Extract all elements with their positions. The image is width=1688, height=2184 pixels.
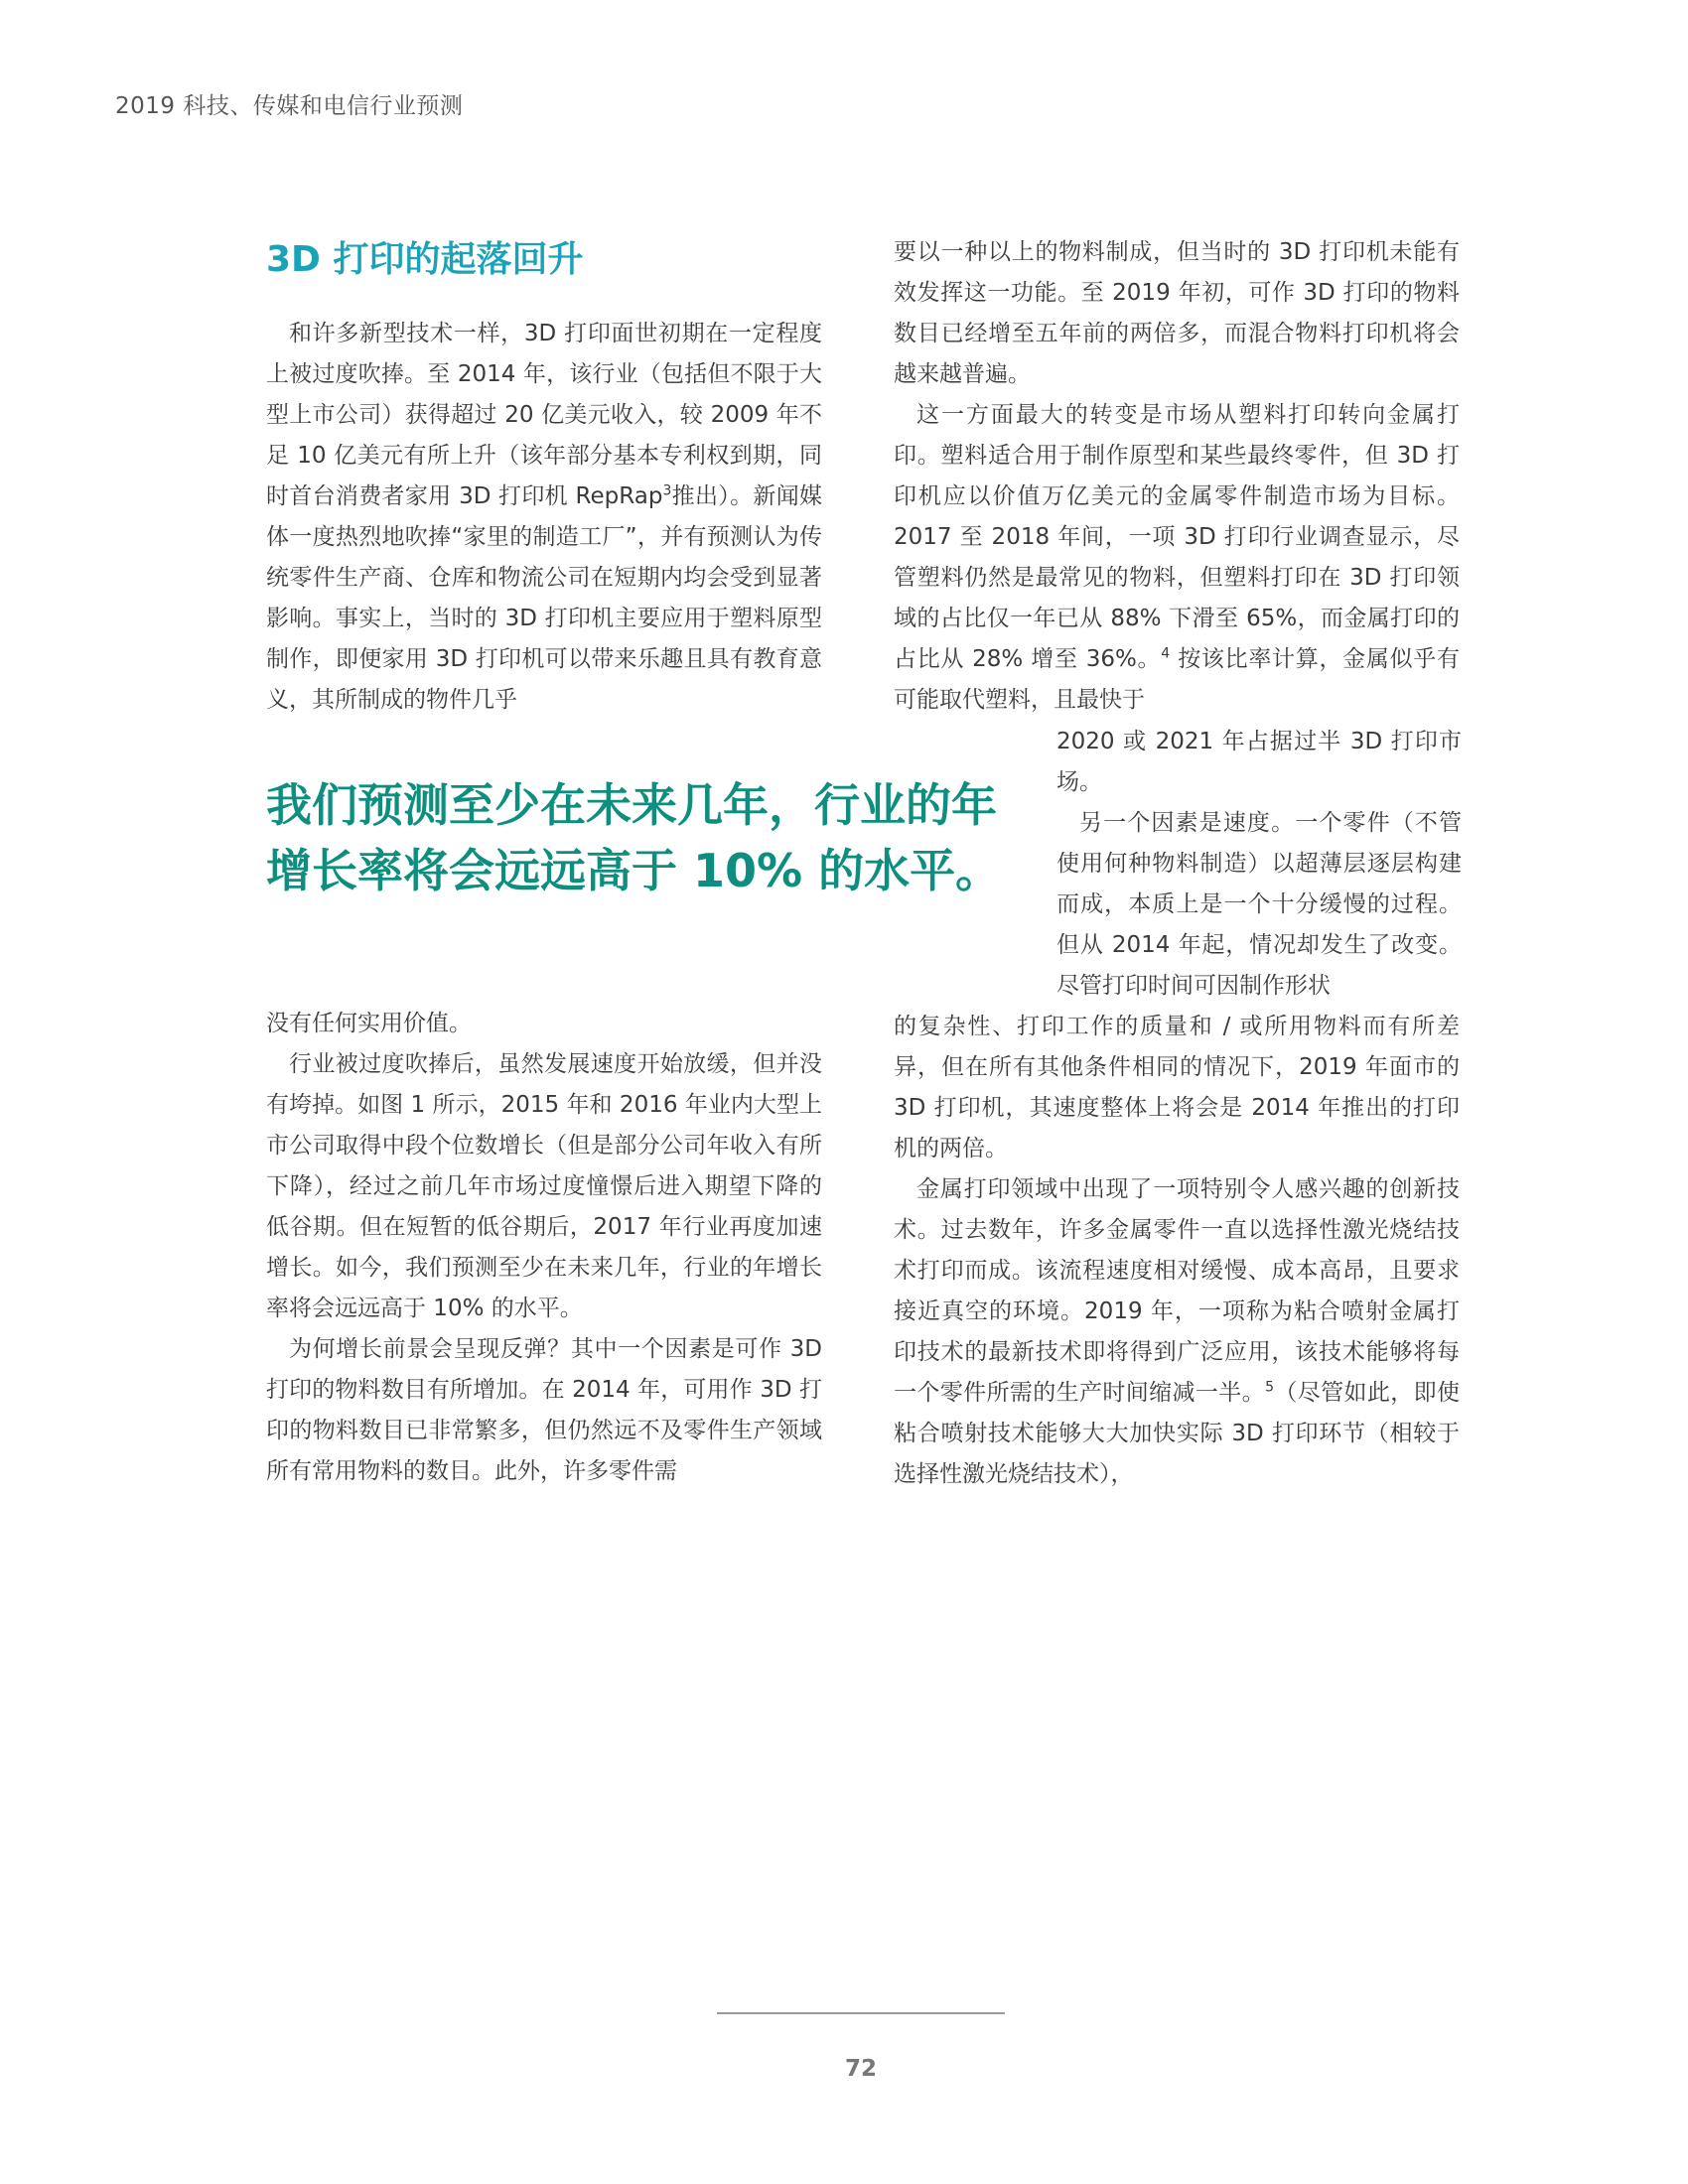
left-column-bottom [266,1004,822,1492]
right-column-wrap [1056,722,1462,1007]
paragraph: 没有任何实用价值。 [266,1011,472,1036]
footnote-ref: 4 [1161,645,1171,662]
right-column-top [894,232,1460,721]
section-title: 3D 打印的起落回升 [266,239,584,280]
paragraph: 2020 或 2021 年占据过半 3D 打印市场。 [1056,729,1462,795]
footnote-ref: 5 [1265,1379,1274,1396]
running-header: 2019 科技、传媒和电信行业预测 [115,93,464,119]
paragraph: 为何增长前景会呈现反弹？其中一个因素是可作 3D 打印的物料数目有所增加。在 2014 年，可用作 3D 打印的物料数目已非常繁多，但仍然远不及零件生产领域所有常用物料的数目。此外，许多零件需 [266,1336,822,1484]
paragraph: 行业被过度吹捧后，虽然发展速度开始放缓，但并没有垮掉。如图 1 所示，2015 年和 2016 年业内大型上市公司取得中段个位数增长（但是部分公司年收入有所下降），经过之前几年市场过度憧憬后进入期望下降的低谷期。但在短暂的低谷期后，2017 年行业再度加速增长。如今，我们预测至少在未来几年，行业的年增长率将会远远高于 10% 的水平。 [266,1051,822,1321]
paragraph: 要以一种以上的物料制成，但当时的 3D 打印机未能有效发挥这一功能。至 2019 年初，可作 3D 打印的物料数目已经增至五年前的两倍多，而混合物料打印机将会越来越普遍。 [894,239,1460,387]
footer-divider [717,2012,1005,2014]
paragraph: 的复杂性、打印工作的质量和 / 或所用物料而有所差异，但在所有其他条件相同的情况下，2019 年面市的 3D 打印机，其速度整体上将会是 2014 年推出的打印机的两倍。 [894,1014,1460,1161]
left-column-top [266,314,822,721]
right-column-bottom [894,1007,1460,1495]
paragraph: 和许多新型技术一样，3D 打印面世初期在一定程度上被过度吹捧。至 2014 年，该行业（包括但不限于大型上市公司）获得超过 20 亿美元收入，较 2009 年不足 10 亿美元有所上升（该年部分基本专利权到期，同时首台消费者家用 3D 打印机 RepRap$^3$推出）。新闻媒体一度热烈地吹捧“家里的制造工厂”，并有预测认为传统零件生产商、仓库和物流公司在短期内均会受到显著影响。事实上，当时的 3D 打印机主要应用于塑料原型制作，即便家用 3D 打印机可以带来乐趣且具有教育意义，其所制成的物件几乎 [266,321,823,713]
footnote-ref: 3 [662,482,672,499]
pull-quote: 我们预测至少在未来几年，行业的年增长率将会远远高于 10% 的水平。 [266,778,1002,897]
paragraph: 这一方面最大的转变是市场从塑料打印转向金属打印。塑料适合用于制作原型和某些最终零件，但 3D 打印机应以价值万亿美元的金属零件制造市场为目标。2017 至 2018 年间，一项 3D 打印行业调查显示，尽管塑料仍然是最常见的物料，但塑料打印在 3D 打印领域的占比仅一年已从 88% 下滑至 65%，而金属打印的占比从 28% 增至 36%。$^4$ 按该比率计算，金属似乎有可能取代塑料，且最快于 [894,402,1460,713]
page-number: 72 [844,2056,877,2082]
paragraph: 金属打印领域中出现了一项特别令人感兴趣的创新技术。过去数年，许多金属零件一直以选择性激光烧结技术打印而成。该流程速度相对缓慢、成本高昂，且要求接近真空的环境。2019 年，一项称为粘合喷射金属打印技术的最新技术即将得到广泛应用，该技术能够将每一个零件所需的生产时间缩减一半。$^5$（尽管如此，即使粘合喷射技术能够大大加快实际 3D 打印环节（相较于选择性激光烧结技术）， [894,1176,1461,1487]
paragraph: 另一个因素是速度。一个零件（不管使用何种物料制造）以超薄层逐层构建而成，本质上是一个十分缓慢的过程。但从 2014 年起，情况却发生了改变。尽管打印时间可因制作形状 [1056,810,1462,999]
